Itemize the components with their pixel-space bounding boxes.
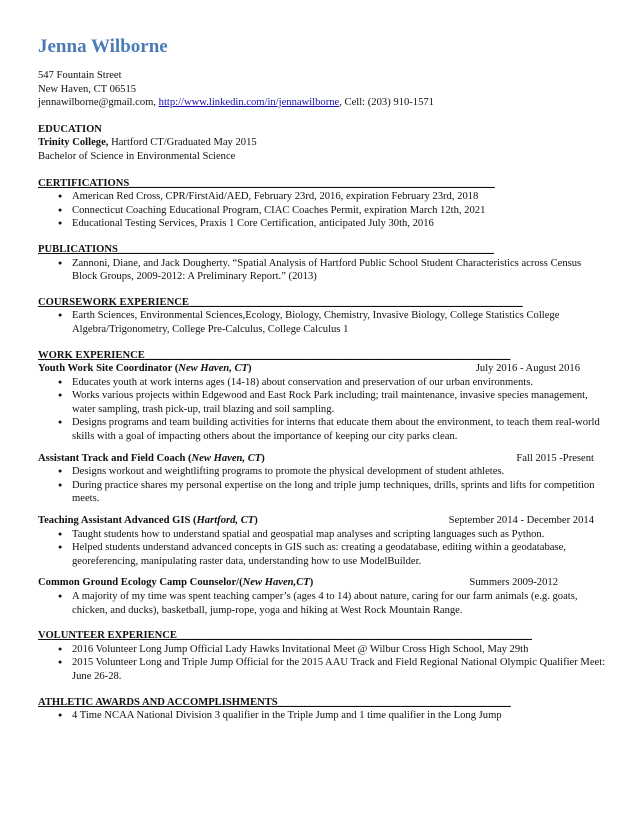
coursework-list [38,309,608,336]
address-line-2: New Haven, CT 06515 [38,83,137,95]
degree: Bachelor of Science in Environmental Science [38,150,236,162]
publications-heading: PUBLICATIONS_______________________________________________________________________ [38,243,494,255]
resume-page [38,36,608,723]
list-item: ● Connecticut Coaching Educational Program, CIAC Coaches Permit, expiration March 12th, 2021 [38,204,608,218]
job-dates: September 2014 - December 2014 [448,515,594,527]
list-item: ● Designs workout and weightlifting programs to promote the physical development of student athletes. [38,465,608,479]
job-header [38,452,608,466]
list-item: ● During practice shares my personal expertise on the long and triple jump techniques, drills, sprints and lifts for competition meets. [38,479,608,506]
education-school-line [38,136,608,150]
list-item: ● Works various projects within Edgewood and East Rock Park including; trail maintenance, invasive species management, water sampling, trash pick-up, trail blazing and soil sampling. [38,389,608,416]
job-dates: Fall 2015 -Present [516,452,594,464]
job-title: Assistant Track and Field Coach (New Haven, CT) [38,452,265,464]
coursework-heading: COURSEWORK EXPERIENCE_______________________________________________________________ [38,296,523,308]
list-item: ● American Red Cross, CPR/FirstAid/AED, February 23rd, 2016, expiration February 23rd, 2018 [38,190,608,204]
volunteer-heading: VOLUNTEER EXPERIENCE___________________________________________________________________ [38,630,532,642]
certifications-list [38,190,608,231]
list-item: ● Educates youth at work interns ages (14-18) about conservation and preservation of our urban environments. [38,376,608,390]
list-item: ● Zannoni, Diane, and Jack Dougherty. “Spatial Analysis of Hartford Public School Student Characteristics across Census Block Groups, 2009-2012: A Preliminary Report.” (2013) [38,257,608,284]
list-item: ● Educational Testing Services, Praxis 1 Core Certification, anticipated July 30th, 2016 [38,217,608,231]
job-duties-list [38,590,608,617]
cell-text: , Cell: (203) 910-1571 [339,97,434,109]
job-header [38,514,608,528]
list-item: ● Taught students how to understand spatial and geospatial map analyses and scripting languages such as Python. [38,528,608,542]
list-item: ● A majority of my time was spent teaching camper’s (ages 4 to 14) about nature, caring for our farm animals (e.g. goats, chicken, and ducks), basketball, jump-rope, yoga and hiking at West Rock Mountain Range. [38,590,608,617]
linkedin-link[interactable]: http://www.linkedin.com/in/jennawilborne [158,97,340,109]
work-heading: WORK EXPERIENCE_____________________________________________________________________ [38,349,511,361]
job-dates: Summers 2009-2012 [469,577,558,589]
job-title: Youth Work Site Coordinator (New Haven, CT) [38,363,252,375]
job-title: Teaching Assistant Advanced GIS (Hartford, CT) [38,515,258,527]
athletic-heading: ATHLETIC AWARDS AND ACCOMPLISHMENTS____________________________________________ [38,696,511,708]
certifications-heading: CERTIFICATIONS_____________________________________________________________________ [38,177,495,189]
publications-list [38,257,608,284]
contact-line [38,96,608,110]
education-heading: EDUCATION [38,123,102,135]
list-item: ● 2016 Volunteer Long Jump Official Lady Hawks Invitational Meet @ Wilbur Cross High School, May 29th [38,643,608,657]
address-line-1: 547 Fountain Street [38,70,122,81]
list-item: ● 4 Time NCAA National Division 3 qualifier in the Triple Jump and 1 time qualifier in the Long Jump [38,709,608,723]
athletic-list [38,709,608,723]
job-duties-list [38,528,608,569]
list-item: ● Helped students understand advanced concepts in GIS such as: creating a geodatabase, editing within a geodatabase, georeferencing, manipulating raster data, understanding how to use ModelBuilder. [38,541,608,568]
school-detail: Hartford CT/Graduated May 2015 [108,137,257,149]
job-header [38,362,608,376]
job-dates: July 2016 - August 2016 [475,363,580,375]
job-title: Common Ground Ecology Camp Counselor/(New Haven,CT) [38,577,314,589]
email-text: jennawilborne@gmail.com, [38,97,159,109]
volunteer-list [38,643,608,684]
school-name: Trinity College, [38,137,109,149]
job-duties-list [38,376,608,444]
job-header [38,576,608,590]
list-item: ● Earth Sciences, Environmental Sciences,Ecology, Biology, Chemistry, Invasive Biology, College Statistics College Algebra/Trigonometry, College Pre-Calculus, College Calculus 1 [38,309,608,336]
candidate-name: Jenna Wilborne [38,36,168,57]
list-item: ● 2015 Volunteer Long and Triple Jump Official for the 2015 AAU Track and Field Regional National Olympic Qualifier Meet: June 26-28. [38,656,608,683]
list-item: ● Designs programs and team building activities for interns that educate them about the environment, to teach them real-world skills with a goal of impacting others about the importance of keeping our city parks clean. [38,416,608,443]
job-duties-list [38,465,608,506]
